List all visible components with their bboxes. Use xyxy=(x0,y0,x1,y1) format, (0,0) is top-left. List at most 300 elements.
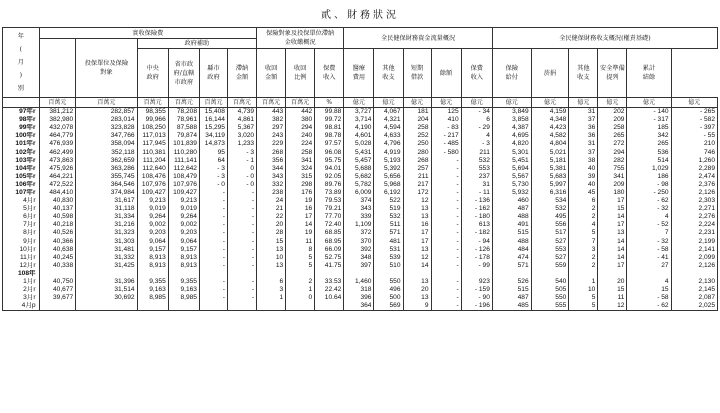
table-cell: 550 xyxy=(531,294,569,302)
table-cell: 5,193 xyxy=(374,157,403,165)
table-cell: 559 xyxy=(531,262,569,270)
table-cell: 323,828 xyxy=(76,124,137,132)
table-cell: 4 xyxy=(627,278,671,286)
table-cell: 5,730 xyxy=(492,181,531,189)
unit-cell: 億元 xyxy=(627,98,671,108)
table-cell: 358,094 xyxy=(76,140,137,148)
table-cell: 15 xyxy=(627,286,671,294)
table-cell: 9,064 xyxy=(137,238,168,246)
table-cell xyxy=(168,302,199,311)
insured-units-text: 投保單位及保險對象 xyxy=(84,60,129,76)
table-cell: 1 xyxy=(257,294,286,302)
table-cell: 40,137 xyxy=(39,205,76,213)
table-cell: 553 xyxy=(461,165,492,173)
table-cell: 6,316 xyxy=(531,189,569,197)
table-cell: 2,130 xyxy=(671,278,717,286)
unit-cell: 億元 xyxy=(531,98,569,108)
table-cell xyxy=(39,270,76,278)
safety-reserve-header xyxy=(598,49,627,98)
table-cell: - 90 xyxy=(461,294,492,302)
table-cell: 550 xyxy=(374,278,403,286)
table-cell: 95.75 xyxy=(315,157,344,165)
table-cell: 112,642 xyxy=(168,165,199,173)
table-cell: 41.75 xyxy=(315,262,344,270)
table-cell: - xyxy=(431,173,461,181)
table-cell: 16,144 xyxy=(199,116,227,124)
table-cell: - 62 xyxy=(627,302,671,311)
table-cell: 12 xyxy=(403,197,431,205)
table-cell: 3 xyxy=(569,246,598,254)
table-row xyxy=(3,278,718,286)
table-cell: 40,638 xyxy=(39,246,76,254)
table-cell: 6 xyxy=(461,116,492,124)
table-row xyxy=(3,181,718,189)
central-text: 中央政府 xyxy=(146,65,159,81)
row-label: 1月r xyxy=(3,278,40,286)
table-cell: 22 xyxy=(257,213,286,221)
row-label: 2月r xyxy=(3,286,40,294)
table-cell: - xyxy=(199,229,227,237)
table-row xyxy=(3,108,718,117)
table-cell: - 58 xyxy=(627,294,671,302)
table-cell: 2,141 xyxy=(671,246,717,254)
table-cell: 68.95 xyxy=(315,238,344,246)
table-cell: 474 xyxy=(492,254,531,262)
table-cell: 78,961 xyxy=(168,116,199,124)
table-cell: 40,245 xyxy=(39,254,76,262)
table-cell: - xyxy=(431,262,461,270)
table-cell xyxy=(671,270,717,278)
table-cell: 297 xyxy=(257,124,286,132)
table-cell: 532 xyxy=(374,213,403,221)
table-row xyxy=(3,124,718,132)
table-cell: 272 xyxy=(598,140,627,148)
row-label: 107年r xyxy=(3,189,40,197)
table-row xyxy=(3,254,718,262)
table-cell: 180 xyxy=(598,189,627,197)
table-cell: 19 xyxy=(286,197,315,205)
benefit-payments-text: 保險給付 xyxy=(505,65,518,81)
table-cell: 5,021 xyxy=(531,148,569,156)
table-cell: 372 xyxy=(344,229,374,237)
table-cell: 98.81 xyxy=(315,124,344,132)
table-cell: 4,348 xyxy=(531,116,569,124)
table-cell: 1,460 xyxy=(344,278,374,286)
table-cell: 40,338 xyxy=(39,262,76,270)
table-cell: 6 xyxy=(257,278,286,286)
table-cell: 258 xyxy=(403,124,431,132)
table-cell: 442 xyxy=(286,108,315,117)
table-cell: 110,280 xyxy=(168,148,199,156)
table-row xyxy=(3,157,718,165)
table-cell: 343 xyxy=(257,173,286,181)
table-cell: 77.70 xyxy=(315,213,344,221)
table-cell: 4,601 xyxy=(344,132,374,140)
table-cell: 4,423 xyxy=(531,124,569,132)
table-cell: 5,682 xyxy=(344,173,374,181)
table-cell: 485 xyxy=(492,302,531,311)
table-cell: 341 xyxy=(286,157,315,165)
table-row xyxy=(3,189,718,197)
table-cell: 112,640 xyxy=(137,165,168,173)
table-cell: 555 xyxy=(531,302,569,311)
table-cell: 15 xyxy=(598,286,627,294)
table-cell: 5,782 xyxy=(344,181,374,189)
table-cell: 475,926 xyxy=(39,165,76,173)
table-cell: 22.42 xyxy=(315,286,344,294)
table-cell: 92.05 xyxy=(315,173,344,181)
table-cell: 318 xyxy=(344,286,374,294)
table-cell: 97.57 xyxy=(315,140,344,148)
county-header xyxy=(199,49,227,98)
table-cell: 40,366 xyxy=(39,238,76,246)
table-cell: - 99 xyxy=(461,262,492,270)
table-cell: 40,677 xyxy=(39,286,76,294)
table-cell: - xyxy=(199,197,227,205)
table-cell: - 162 xyxy=(461,205,492,213)
table-cell: 15,408 xyxy=(199,108,227,117)
arrears-header xyxy=(257,28,344,49)
table-cell xyxy=(227,302,256,311)
table-cell: 5,968 xyxy=(374,181,403,189)
table-cell: 9 xyxy=(403,302,431,311)
row-label: 103年r xyxy=(3,157,40,165)
year-char-2: ( xyxy=(19,46,22,53)
table-cell: - xyxy=(431,254,461,262)
unit-cell: 百萬元 xyxy=(137,98,168,108)
table-cell: 3,714 xyxy=(344,116,374,124)
unit-cell: 億元 xyxy=(671,98,717,108)
table-cell: - xyxy=(431,213,461,221)
table-cell: - xyxy=(227,221,256,229)
gov-subsidy-header: 政府補助 xyxy=(137,39,257,49)
table-cell: 2,231 xyxy=(671,229,717,237)
table-row xyxy=(3,229,718,237)
row-label: 102年r xyxy=(3,148,40,156)
table-cell: 8,913 xyxy=(168,262,199,270)
table-row xyxy=(3,165,718,173)
year-char-1: 年 xyxy=(17,33,24,40)
table-cell: - xyxy=(227,262,256,270)
table-cell: 432,078 xyxy=(39,124,76,132)
table-cell: 536 xyxy=(627,148,671,156)
table-cell: - xyxy=(227,246,256,254)
table-cell: 117,945 xyxy=(137,140,168,148)
table-cell: 14 xyxy=(598,238,627,246)
table-cell: - xyxy=(199,294,227,302)
table-cell: 527 xyxy=(531,238,569,246)
table-cell: 79.53 xyxy=(315,197,344,205)
table-cell: 209 xyxy=(598,116,627,124)
table-row xyxy=(3,148,718,156)
table-cell: 172 xyxy=(403,189,431,197)
year-header xyxy=(3,28,40,98)
row-label: 101年r xyxy=(3,140,40,148)
table-cell: 39 xyxy=(569,173,598,181)
table-cell: - 3 xyxy=(199,173,227,181)
table-cell: 13 xyxy=(257,246,286,254)
table-cell: 4,796 xyxy=(374,140,403,148)
table-cell: - xyxy=(227,205,256,213)
table-cell: - 62 xyxy=(627,197,671,205)
table-cell: 613 xyxy=(461,221,492,229)
table-cell xyxy=(286,302,315,311)
table-cell: - 582 xyxy=(671,116,717,124)
unit-cell: 百萬元 xyxy=(39,98,76,108)
table-cell: 481 xyxy=(374,238,403,246)
table-cell: 40,598 xyxy=(39,213,76,221)
table-cell: 15,295 xyxy=(199,124,227,132)
table-cell: 1,029 xyxy=(627,165,671,173)
unit-cell: 億元 xyxy=(461,98,492,108)
table-cell: 443 xyxy=(257,108,286,117)
table-cell: - 98 xyxy=(627,181,671,189)
table-cell: 282 xyxy=(598,157,627,165)
table-cell: 31 xyxy=(569,108,598,117)
table-cell: - xyxy=(199,246,227,254)
table-cell: 4,190 xyxy=(344,124,374,132)
table-cell: - 34 xyxy=(461,108,492,117)
table-cell: 9,264 xyxy=(137,213,168,221)
table-cell: - 159 xyxy=(461,286,492,294)
table-body xyxy=(3,108,718,311)
table-cell: 3,727 xyxy=(344,108,374,117)
table-cell: 240 xyxy=(286,132,315,140)
table-cell: - xyxy=(431,181,461,189)
table-cell: 4,919 xyxy=(374,148,403,156)
unit-cell: 億元 xyxy=(492,98,531,108)
table-cell: 37 xyxy=(569,148,598,156)
table-cell: 9,264 xyxy=(168,213,199,221)
table-cell: 258 xyxy=(286,148,315,156)
table-cell: 510 xyxy=(374,262,403,270)
financial-status-table xyxy=(2,27,718,311)
table-cell: 569 xyxy=(374,302,403,311)
table-cell: 211 xyxy=(403,173,431,181)
table-cell: 40,830 xyxy=(39,197,76,205)
row-label: 12月r xyxy=(3,262,40,270)
table-cell: 556 xyxy=(531,221,569,229)
table-cell: 4,159 xyxy=(531,108,569,117)
table-cell: 505 xyxy=(531,286,569,294)
table-cell: 40,750 xyxy=(39,278,76,286)
table-cell: 496 xyxy=(374,286,403,294)
unit-cell: 百萬元 xyxy=(76,98,137,108)
table-cell: 356 xyxy=(257,157,286,165)
table-cell: 534 xyxy=(531,197,569,205)
table-cell: 31,425 xyxy=(76,262,137,270)
table-cell: 392 xyxy=(344,246,374,254)
table-row xyxy=(3,221,718,229)
table-cell xyxy=(39,302,76,311)
table-cell xyxy=(492,270,531,278)
table-cell: - xyxy=(199,238,227,246)
table-cell: 108,479 xyxy=(168,173,199,181)
table-cell: 38 xyxy=(569,157,598,165)
table-cell: 109,427 xyxy=(168,189,199,197)
table-cell: - xyxy=(431,205,461,213)
table-cell: 94.01 xyxy=(315,165,344,173)
table-cell: - xyxy=(431,189,461,197)
table-cell: 532 xyxy=(531,205,569,213)
table-cell: - 3 xyxy=(199,165,227,173)
table-cell: 5 xyxy=(286,262,315,270)
table-cell: 14 xyxy=(403,262,431,270)
table-cell: 176 xyxy=(286,189,315,197)
table-cell: - 182 xyxy=(461,229,492,237)
table-cell: 68.85 xyxy=(315,229,344,237)
table-cell: 1 xyxy=(286,286,315,294)
row-label: 5月r xyxy=(3,205,40,213)
table-cell: 111,141 xyxy=(168,157,199,165)
table-cell xyxy=(315,270,344,278)
unit-row xyxy=(3,98,718,108)
table-cell: 11 xyxy=(598,294,627,302)
table-cell: - xyxy=(199,205,227,213)
premium-income-header xyxy=(315,49,344,98)
table-cell: 4,861 xyxy=(227,116,256,124)
table-cell: 110,381 xyxy=(137,148,168,156)
table-cell: 5 xyxy=(286,254,315,262)
row-label: 108年 xyxy=(3,270,40,278)
accrual-header: 全民健保財務收支概況(權責基礎) xyxy=(492,28,717,49)
table-cell: 31,332 xyxy=(76,254,137,262)
table-cell: 101,839 xyxy=(168,140,199,148)
table-cell: 298 xyxy=(286,181,315,189)
table-cell: 348 xyxy=(344,254,374,262)
table-cell: 13 xyxy=(403,205,431,213)
table-cell: 923 xyxy=(461,278,492,286)
table-cell: 363,286 xyxy=(76,165,137,173)
table-cell: 95 xyxy=(199,148,227,156)
table-cell: 89.76 xyxy=(315,181,344,189)
table-cell: - 55 xyxy=(671,132,717,140)
table-cell: 5 xyxy=(569,302,598,311)
table-cell: 2,025 xyxy=(671,302,717,311)
table-cell: 6,192 xyxy=(374,189,403,197)
table-cell: - xyxy=(431,246,461,254)
table-cell: 17 xyxy=(403,229,431,237)
table-cell: 40 xyxy=(569,165,598,173)
table-cell: 9,355 xyxy=(168,278,199,286)
premium-income2-text: 保費收入 xyxy=(470,65,483,81)
table-cell: 5,392 xyxy=(374,165,403,173)
table-cell: 4,820 xyxy=(492,140,531,148)
table-cell: 527 xyxy=(531,254,569,262)
table-cell: 526 xyxy=(492,278,531,286)
table-cell: 2,474 xyxy=(671,173,717,181)
table-cell: 344 xyxy=(257,165,286,173)
row-label: 98年r xyxy=(3,116,40,124)
table-cell: 13 xyxy=(403,213,431,221)
table-cell: 532 xyxy=(461,157,492,165)
table-cell: 515 xyxy=(492,286,531,294)
table-cell: 4,695 xyxy=(492,132,531,140)
unit-cell: 百萬元 xyxy=(286,98,315,108)
table-cell: 553 xyxy=(531,246,569,254)
table-cell: 27 xyxy=(627,262,671,270)
table-cell: 362,659 xyxy=(76,157,137,165)
table-cell: 491 xyxy=(492,221,531,229)
table-cell xyxy=(431,270,461,278)
table-cell: 12 xyxy=(403,254,431,262)
table-cell: - 32 xyxy=(627,238,671,246)
other-income2-header xyxy=(569,49,598,98)
table-cell: 5,656 xyxy=(374,173,403,181)
table-cell: 21 xyxy=(257,205,286,213)
table-cell: - 11 xyxy=(461,189,492,197)
table-cell: 14 xyxy=(598,246,627,254)
table-cell: 17 xyxy=(598,197,627,205)
table-cell: 31,481 xyxy=(76,246,137,254)
table-row xyxy=(3,132,718,140)
table-cell: 9,002 xyxy=(137,221,168,229)
table-cell: 204 xyxy=(403,116,431,124)
table-cell: 209 xyxy=(598,181,627,189)
table-cell: 2,145 xyxy=(671,286,717,294)
table-cell: 464,221 xyxy=(39,173,76,181)
table-cell: 6,009 xyxy=(344,189,374,197)
table-cell: 2,271 xyxy=(671,205,717,213)
table-cell: 280 xyxy=(403,148,431,156)
table-cell: 5,381 xyxy=(531,165,569,173)
table-cell: 10 xyxy=(257,254,286,262)
row-label: 10月r xyxy=(3,246,40,254)
table-row xyxy=(3,302,718,311)
table-cell: 9,019 xyxy=(168,205,199,213)
table-cell: 370 xyxy=(344,238,374,246)
table-cell: 9,203 xyxy=(137,229,168,237)
table-cell: 488 xyxy=(492,213,531,221)
table-cell: - 317 xyxy=(627,116,671,124)
table-cell: 9,163 xyxy=(137,286,168,294)
table-cell: 355,745 xyxy=(76,173,137,181)
table-cell: 539 xyxy=(374,254,403,262)
table-cell: - xyxy=(431,278,461,286)
arrears-amount-text: 滯納金額 xyxy=(235,65,249,81)
unit-cell: 百萬元 xyxy=(199,98,227,108)
unit-cell: 百萬元 xyxy=(168,98,199,108)
table-cell: 5 xyxy=(569,229,598,237)
table-cell: - 397 xyxy=(671,124,717,132)
county-text: 縣市政府 xyxy=(207,65,220,81)
table-cell: 10.64 xyxy=(315,294,344,302)
table-cell: 9,163 xyxy=(168,286,199,294)
table-cell: - xyxy=(227,254,256,262)
actual-premium-header: 實收保險費 xyxy=(39,28,257,39)
table-cell: 5,367 xyxy=(227,124,256,132)
table-cell: 462,499 xyxy=(39,148,76,156)
table-cell: 3,849 xyxy=(492,108,531,117)
table-cell: - xyxy=(199,189,227,197)
table-cell: 229 xyxy=(257,140,286,148)
table-cell: 31,396 xyxy=(76,278,137,286)
row-label: 6月r xyxy=(3,213,40,221)
table-cell: - 196 xyxy=(461,302,492,311)
table-cell: 9,213 xyxy=(137,197,168,205)
table-cell: 217 xyxy=(403,181,431,189)
year-char-5: 別 xyxy=(17,85,24,92)
premium-income-text: 保費收入 xyxy=(323,65,336,81)
table-cell: - xyxy=(227,294,256,302)
table-cell: 9,157 xyxy=(137,246,168,254)
table-cell: - 32 xyxy=(627,205,671,213)
table-cell: 1,233 xyxy=(227,140,256,148)
unit-cell: 百萬元 xyxy=(257,98,286,108)
table-cell: 181 xyxy=(403,108,431,117)
other-income2-text: 其他收支 xyxy=(577,65,590,81)
table-cell: 268 xyxy=(257,148,286,156)
